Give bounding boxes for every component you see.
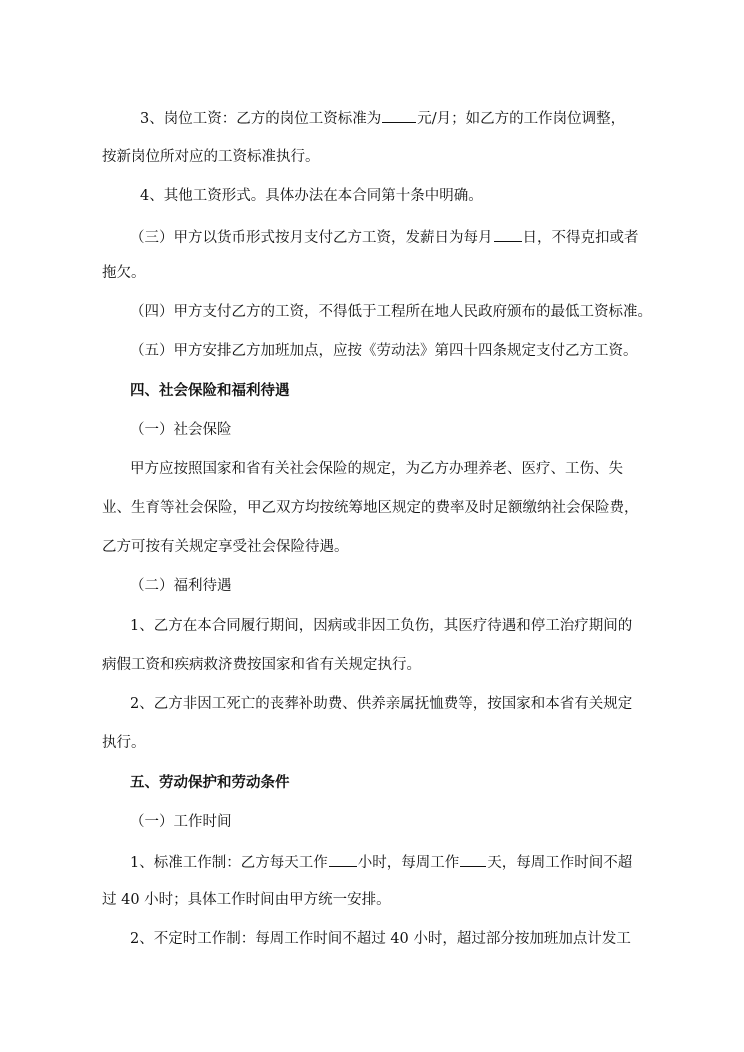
blank-payday	[494, 226, 522, 242]
text-span: 日，不得克扣或者	[522, 230, 639, 246]
text-span: 小时，每周工作	[357, 855, 460, 871]
subheading-shebao: （一）社会保险	[130, 422, 232, 438]
subheading-fuli: （二）福利待遇	[130, 578, 232, 594]
paragraph-shebao-line1: 甲方应按照国家和省有关社会保险的规定，为乙方办理养老、医疗、工伤、失	[130, 461, 623, 477]
text-span: 元/月；如乙方的工作岗位调整，	[417, 111, 626, 127]
text-span: 天，每周工作时间不超	[487, 855, 633, 871]
paragraph-shebao-line2: 业、生育等社会保险，甲乙双方均按统筹地区规定的费率及时足额缴纳社会保险费，	[102, 500, 639, 516]
blank-hours	[329, 851, 357, 867]
subheading-gongzuo: （一）工作时间	[130, 814, 232, 830]
paragraph-si: （四）甲方支付乙方的工资，不得低于工程所在地人民政府颁布的最低工资标准。	[130, 304, 652, 320]
paragraph-gangwei-line2: 按新岗位所对应的工资标准执行。	[102, 149, 320, 165]
paragraph-fuli2-line2: 执行。	[102, 735, 146, 751]
paragraph-std-line1	[130, 851, 632, 873]
paragraph-std-line2: 过 40 小时；具体工作时间由甲方统一安排。	[102, 892, 391, 908]
paragraph-shebao-line3: 乙方可按有关规定享受社会保险待遇。	[102, 539, 349, 555]
text-span: 1、标准工作制：乙方每天工作	[130, 855, 328, 871]
paragraph-buding: 2、不定时工作制：每周工作时间不超过 40 小时，超过部分按加班加点计发工	[130, 931, 631, 947]
section-heading-four: 四、社会保险和福利待遇	[130, 382, 290, 399]
paragraph-wu: （五）甲方安排乙方加班加点，应按《劳动法》第四十四条规定支付乙方工资。	[130, 343, 638, 359]
text-span: 3、岗位工资：乙方的岗位工资标准为	[140, 111, 382, 127]
paragraph-qita: 4、其他工资形式。具体办法在本合同第十条中明确。	[140, 188, 483, 204]
paragraph-san-line2: 拖欠。	[102, 265, 146, 281]
blank-days	[460, 851, 486, 867]
paragraph-gangwei-line1	[140, 107, 625, 129]
text-span: （三）甲方以货币形式按月支付乙方工资，发薪日为每月	[130, 230, 493, 246]
section-heading-five: 五、劳动保护和劳动条件	[130, 774, 290, 791]
paragraph-fuli1-line2: 病假工资和疾病救济费按国家和省有关规定执行。	[102, 657, 421, 673]
paragraph-fuli1-line1: 1、乙方在本合同履行期间，因病或非因工负伤，其医疗待遇和停工治疗期间的	[130, 618, 633, 634]
paragraph-fuli2-line1: 2、乙方非因工死亡的丧葬补助费、供养亲属抚恤费等，按国家和本省有关规定	[130, 696, 633, 712]
paragraph-san-line1	[130, 226, 639, 248]
blank-salary	[382, 107, 416, 123]
